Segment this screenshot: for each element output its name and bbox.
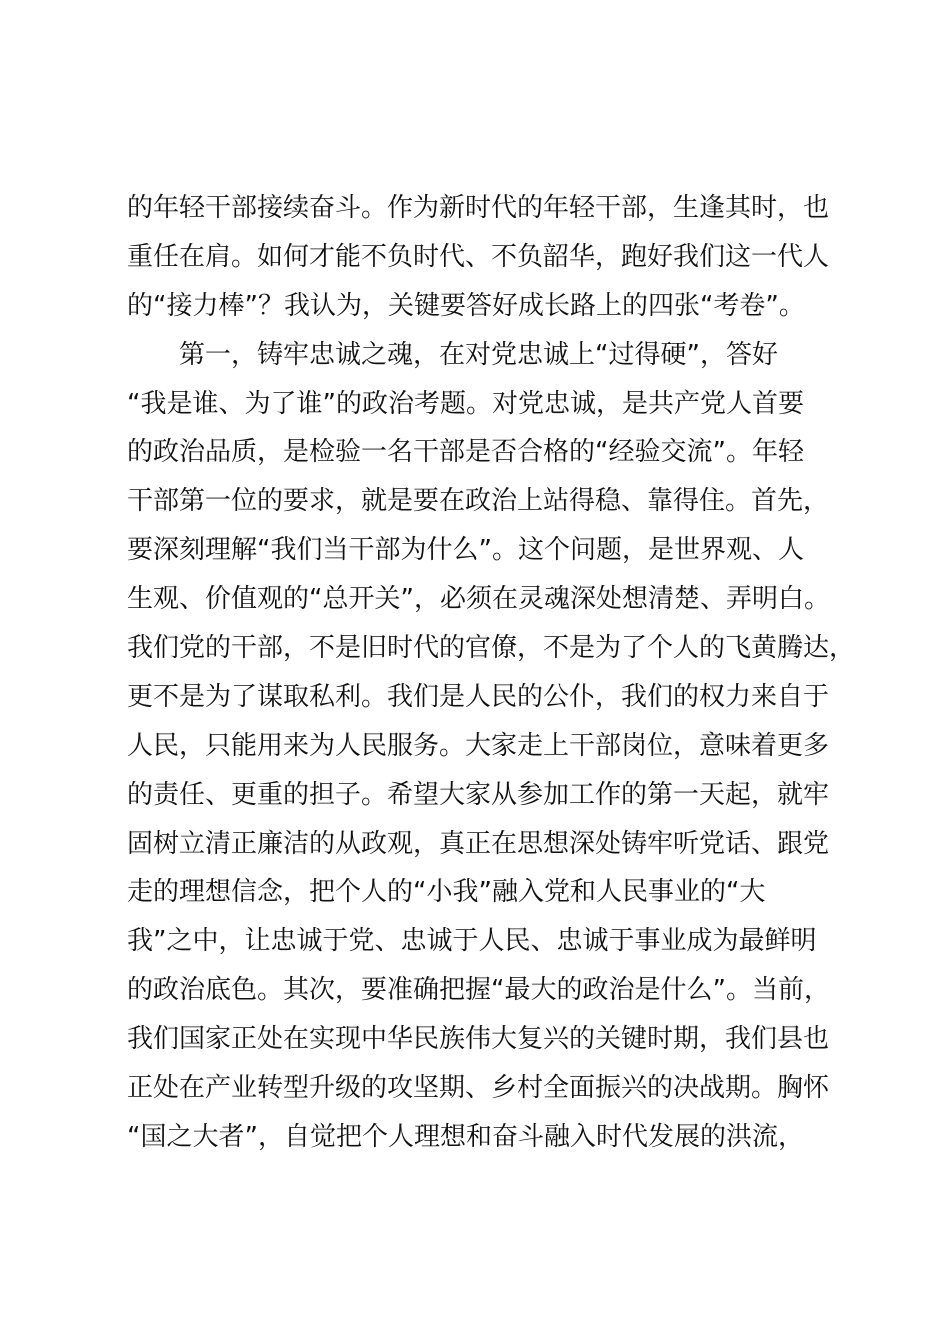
text-line-3: 的“接力棒”？我认为，关键要答好成长路上的四张“考卷”。	[127, 290, 805, 321]
document-body	[127, 184, 857, 1162]
text-line-19: 正处在产业转型升级的攻坚期、乡村全面振兴的决战期。胸怀	[127, 1073, 830, 1104]
text-line-14: 固树立清正廉洁的从政观，真正在思想深处铸牢听党话、跟党	[127, 828, 830, 859]
text-line-8: 要深刻理解“我们当干部为什么”。这个问题，是世界观、人	[127, 535, 804, 566]
text-line-20: “国之大者”，自觉把个人理想和奋斗融入时代发展的洪流，	[127, 1121, 804, 1152]
text-line-11: 更不是为了谋取私利。我们是人民的公仆，我们的权力来自于	[127, 681, 830, 712]
text-line-2: 重任在肩。如何才能不负时代、不负韶华，跑好我们这一代人	[127, 241, 830, 272]
text-line-7: 干部第一位的要求，就是要在政治上站得稳、靠得住。首先，	[127, 486, 830, 517]
text-line-15: 走的理想信念，把个人的“小我”融入党和人民事业的“大	[127, 877, 766, 908]
text-line-10: 我们党的干部，不是旧时代的官僚，不是为了个人的飞黄腾达，	[127, 633, 856, 664]
text-line-6: 的政治品质，是检验一名干部是否合格的“经验交流”。年轻	[127, 437, 804, 468]
text-line-4: 第一，铸牢忠诚之魂，在对党忠诚上“过得硬”，答好	[127, 339, 778, 370]
text-line-18: 我们国家正处在实现中华民族伟大复兴的关键时期，我们县也	[127, 1024, 830, 1055]
text-line-16: 我”之中，让忠诚于党、忠诚于人民、忠诚于事业成为最鲜明	[127, 926, 817, 957]
text-line-5: “我是谁、为了谁”的政治考题。对党忠诚，是共产党人首要	[127, 388, 804, 419]
text-line-17: 的政治底色。其次，要准确把握“最大的政治是什么”。当前，	[127, 975, 830, 1006]
text-line-1: 的年轻干部接续奋斗。作为新时代的年轻干部，生逢其时，也	[127, 193, 830, 223]
text-line-9: 生观、价值观的“总开关”，必须在灵魂深处想清楚、弄明白。	[127, 584, 830, 615]
text-line-12: 人民，只能用来为人民服务。大家走上干部岗位，意味着更多	[127, 730, 830, 761]
text-line-13: 的责任、更重的担子。希望大家从参加工作的第一天起，就牢	[127, 779, 830, 810]
